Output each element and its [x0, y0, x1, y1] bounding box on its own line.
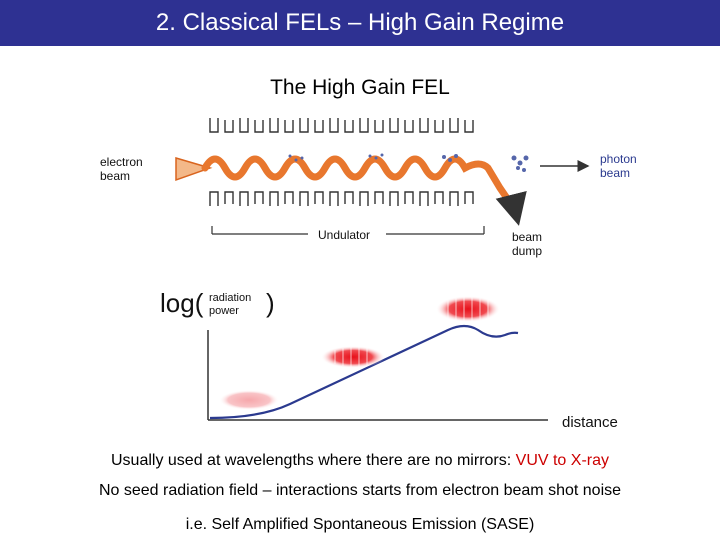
distance-label: distance — [562, 414, 618, 431]
slide-title: 2. Classical FELs – High Gain Regime — [155, 9, 565, 36]
text-line-1 — [0, 452, 720, 470]
log-suffix: ) — [266, 288, 275, 318]
radiation-label: radiation — [209, 292, 252, 304]
text-line-3: i.e. Self Amplified Spontaneous Emission (SASE) — [185, 516, 535, 533]
text-line-2: No seed radiation field – interactions starts from electron beam shot noise — [98, 482, 622, 499]
bunch-small — [219, 390, 279, 410]
undulator-label: Undulator — [318, 228, 371, 242]
electron-beam-label: electron beam — [100, 155, 143, 183]
upper-magnet-row — [210, 118, 473, 132]
photon-beam-label: photon beam — [600, 152, 637, 180]
lower-magnet-row — [210, 192, 473, 206]
text-line-1-main: Usually used at wavelengths where there are no mirrors: — [111, 452, 516, 469]
bunch-medium — [321, 346, 385, 368]
bunch-large — [436, 296, 500, 322]
diagram-title: The High Gain FEL — [270, 76, 450, 99]
power-label: power — [209, 305, 239, 317]
log-prefix: log( — [160, 288, 204, 318]
beam-dump-label: beam dump — [512, 230, 543, 258]
text-line-1-highlight: VUV to X-ray — [515, 452, 609, 469]
